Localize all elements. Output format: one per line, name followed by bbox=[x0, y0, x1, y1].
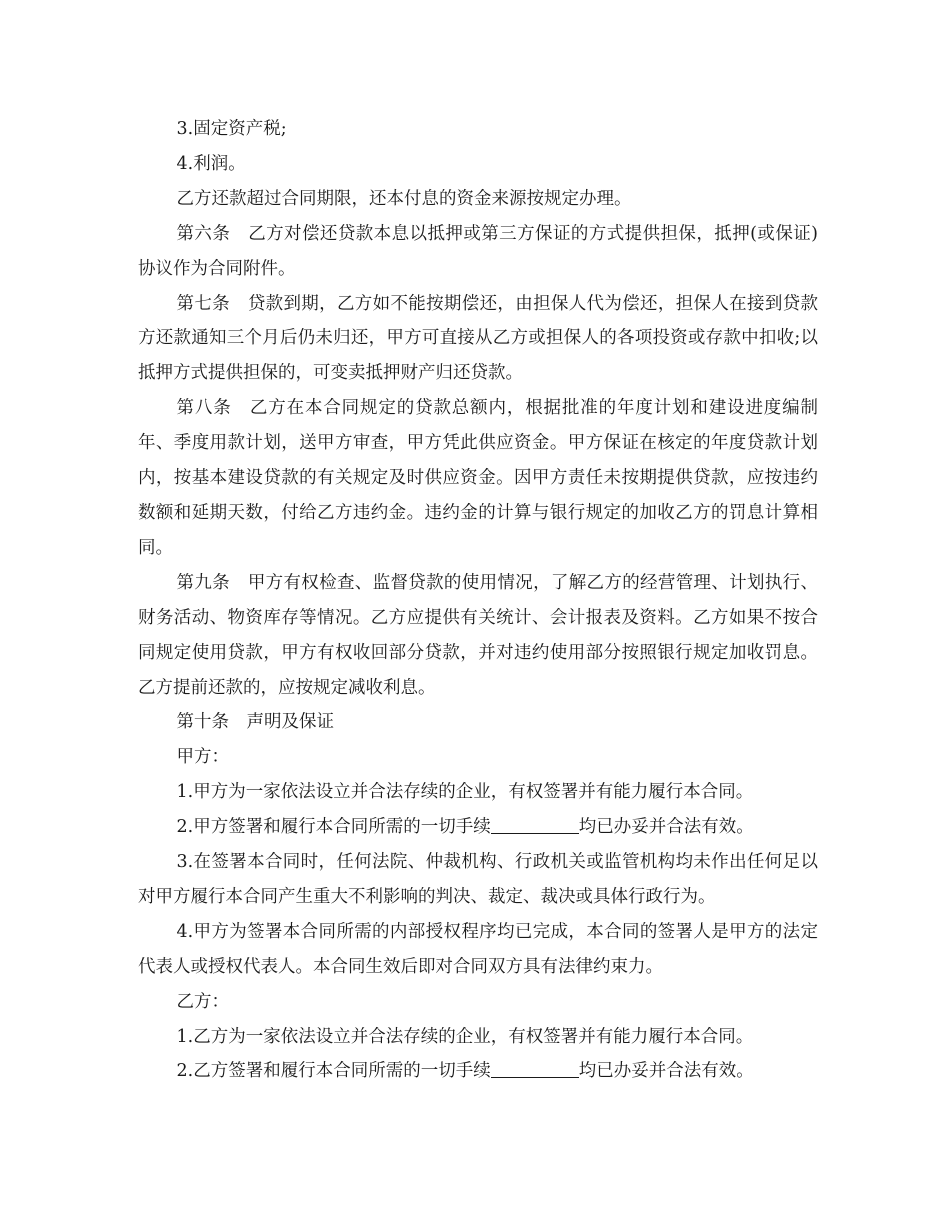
party-a-item-1: 1.甲方为一家依法设立并合法存续的企业，有权签署并有能力履行本合同。 bbox=[176, 782, 754, 803]
clause-profit: 4.利润。 bbox=[176, 153, 246, 174]
party-a-item-2-text: 2.甲方签署和履行本合同所需的一切手续 bbox=[176, 817, 491, 838]
party-a-label: 甲方： bbox=[176, 747, 229, 768]
document-body bbox=[138, 112, 818, 1089]
party-b-item-2 bbox=[138, 1054, 818, 1089]
fill-in-blank bbox=[491, 1060, 579, 1079]
party-b-item-2-text: 2.乙方签署和履行本合同所需的一切手续 bbox=[176, 1061, 491, 1082]
party-a-item-4: 4.甲方为签署本合同所需的内部授权程序均已完成，本合同的签署人是甲方的法定代表人或授权代表人。本合同生效后即对合同双方具有法律约束力。 bbox=[138, 921, 818, 977]
fill-in-blank bbox=[491, 816, 579, 835]
party-a-item-3: 3.在签署本合同时，任何法院、仲裁机构、行政机关或监管机构均未作出任何足以对甲方履行本合同产生重大不利影响的判决、裁定、裁决或具体行政行为。 bbox=[138, 852, 818, 907]
clause-overdue-repayment: 乙方还款超过合同期限，还本付息的资金来源按规定办理。 bbox=[176, 188, 632, 209]
article-7: 第七条 贷款到期，乙方如不能按期偿还，由担保人代为偿还，担保人在接到贷款方还款通知三个月后仍未归还，甲方可直接从乙方或担保人的各项投资或存款中扣收;以抵押方式提供担保的，可变卖抵押财产归还贷款。 bbox=[138, 293, 818, 384]
party-b-item-2-tail: 均已办妥并合法有效。 bbox=[578, 1061, 754, 1082]
article-6: 第六条 乙方对偿还贷款本息以抵押或第三方保证的方式提供担保，抵押(或保证)协议作为合同附件。 bbox=[138, 223, 818, 279]
party-a-item-2 bbox=[138, 810, 818, 845]
party-b-item-1: 1.乙方为一家依法设立并合法存续的企业，有权签署并有能力履行本合同。 bbox=[176, 1026, 754, 1047]
party-b-label: 乙方： bbox=[176, 991, 229, 1012]
article-9: 第九条 甲方有权检查、监督贷款的使用情况，了解乙方的经营管理、计划执行、财务活动、物资库存等情况。乙方应提供有关统计、会计报表及资料。乙方如果不按合同规定使用贷款，甲方有权收回部分贷款，并对违约使用部分按照银行规定加收罚息。乙方提前还款的，应按规定减收利息。 bbox=[138, 572, 818, 698]
article-8: 第八条 乙方在本合同规定的贷款总额内，根据批准的年度计划和建设进度编制年、季度用款计划，送甲方审查，甲方凭此供应资金。甲方保证在核定的年度贷款计划内，按基本建设贷款的有关规定及时供应资金。因甲方责任未按期提供贷款，应按违约数额和延期天数，付给乙方违约金。违约金的计算与银行规定的加收乙方的罚息计算相同。 bbox=[138, 398, 818, 558]
article-10-heading: 第十条 声明及保证 bbox=[176, 712, 334, 733]
party-a-item-2-tail: 均已办妥并合法有效。 bbox=[578, 817, 754, 838]
clause-fixed-asset-tax: 3.固定资产税; bbox=[176, 119, 287, 139]
